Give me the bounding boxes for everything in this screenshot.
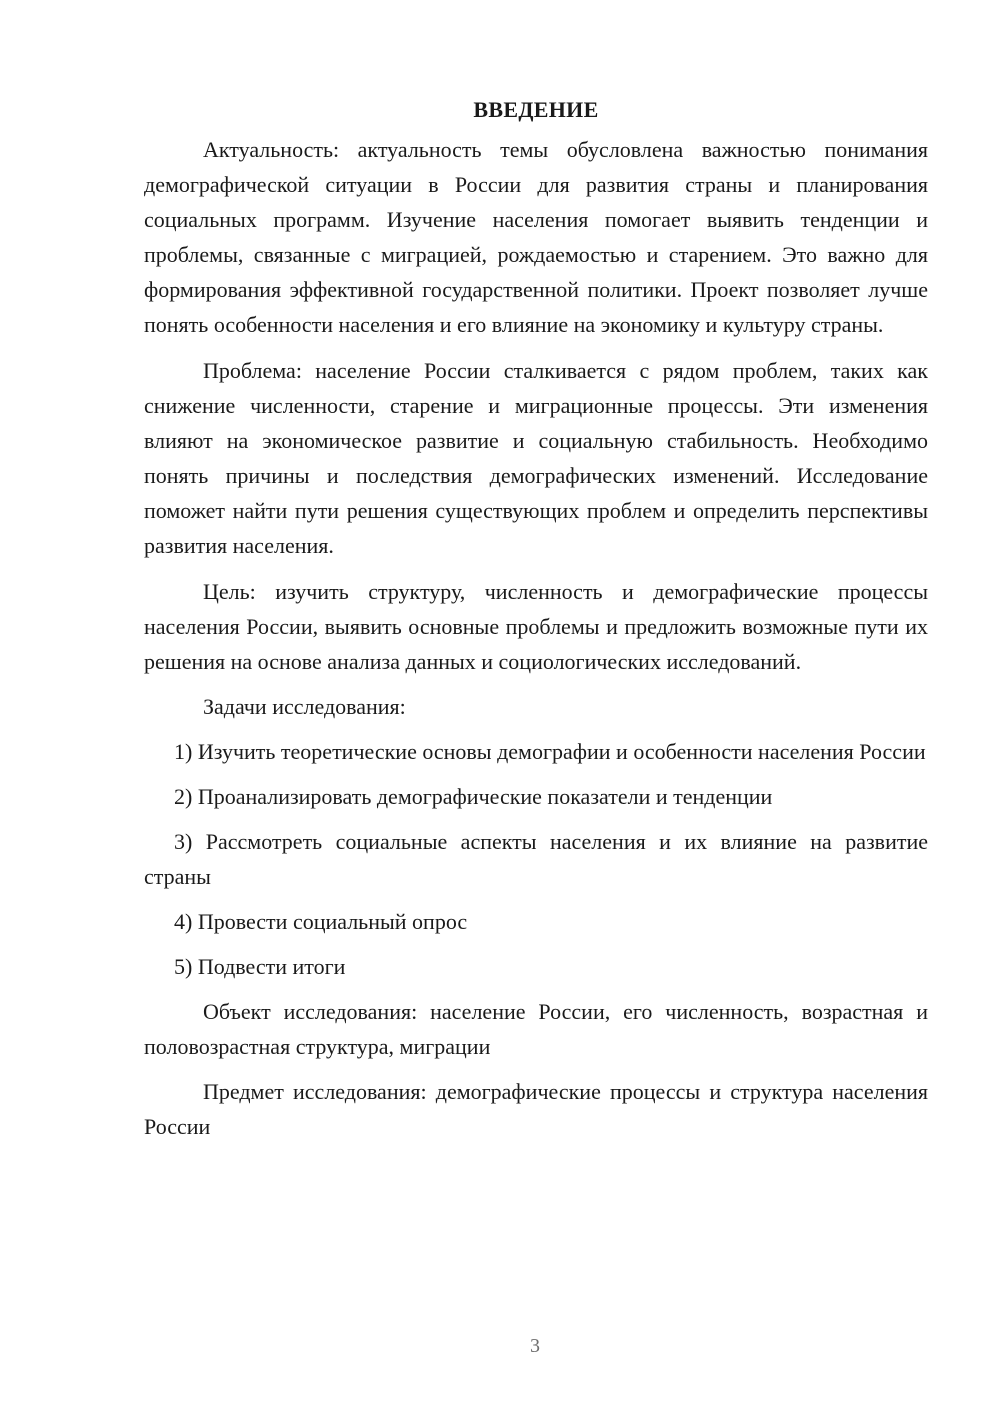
paragraph-goal: Цель: изучить структуру, численность и демографические процессы населения России, выявить основные проблемы и предложить возможные пути их решения на основе анализа данных и социологических исследований.: [144, 579, 928, 674]
paragraph-relevance: Актуальность: актуальность темы обусловлена важностью понимания демографической ситуации в России для развития страны и планирования социальных программ. Изучение населения помогает выявить тенденции и проблемы, связанные с миграцией, рождаемостью и старением. Это важно для формирования эффективной государственной политики. Проект позволяет лучше понять особенности населения и его влияние на экономику и культуру страны.: [144, 137, 928, 337]
task-item-4: 4) Провести социальный опрос: [174, 909, 468, 934]
task-item-3: 3) Рассмотреть социальные аспекты населения и их влияние на развитие страны: [144, 829, 928, 889]
paragraph-problem: Проблема: население России сталкивается с рядом проблем, таких как снижение численности, старение и миграционные процессы. Эти изменения влияют на экономическое развитие и социальную стабильность. Необходимо понять причины и последствия демографических изменений. Исследование поможет найти пути решения существующих проблем и определить перспективы развития населения.: [144, 358, 928, 558]
tasks-heading: Задачи исследования:: [203, 694, 406, 719]
task-item-1: 1) Изучить теоретические основы демографии и особенности населения России: [174, 739, 926, 764]
page-number: 3: [530, 1335, 540, 1357]
document-page: [144, 92, 928, 1144]
task-item-2: 2) Проанализировать демографические показатели и тенденции: [174, 784, 773, 809]
section-title: ВВЕДЕНИЕ: [473, 97, 599, 122]
paragraph-object: Объект исследования: население России, его численность, возрастная и половозрастная структура, миграции: [144, 999, 928, 1059]
task-item-5: 5) Подвести итоги: [174, 954, 346, 979]
paragraph-subject: Предмет исследования: демографические процессы и структура населения России: [144, 1079, 928, 1139]
